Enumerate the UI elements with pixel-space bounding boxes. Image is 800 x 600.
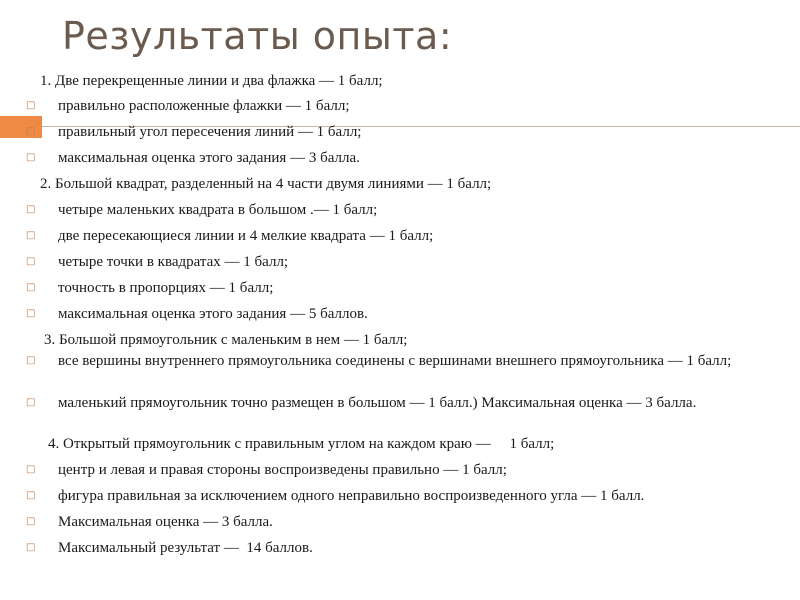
list-item: □ максимальная оценка этого задания — 3 балла. — [26, 150, 360, 166]
list-item: □ четыре точки в квадратах — 1 балл; — [26, 254, 289, 270]
square-bullet-icon: □ — [26, 490, 36, 501]
list-item: □ максимальная оценка этого задания — 5 баллов. — [26, 306, 368, 322]
list-item: □ правильный угол пересечения линий — 1 балл; — [26, 124, 362, 140]
list-item: □ Максимальный результат — 14 баллов. — [26, 540, 313, 556]
list-item: □ маленький прямоугольник точно размещен в большом — 1 балл.) Максимальная оценка — 3 балла. — [26, 395, 697, 411]
square-bullet-icon: □ — [26, 308, 36, 319]
square-bullet-icon: □ — [26, 397, 36, 408]
section-3-heading: 3. Большой прямоугольник с маленьким в нем — 1 балл; — [44, 332, 408, 348]
square-bullet-icon: □ — [26, 204, 36, 215]
square-bullet-icon: □ — [26, 282, 36, 293]
square-bullet-icon: □ — [26, 100, 36, 111]
list-item: □ четыре маленьких квадрата в большом .— 1 балл; — [26, 202, 378, 218]
square-bullet-icon: □ — [26, 256, 36, 267]
square-bullet-icon: □ — [26, 355, 36, 366]
list-item: □ Максимальная оценка — 3 балла. — [26, 514, 273, 530]
square-bullet-icon: □ — [26, 464, 36, 475]
list-item: □ центр и левая и правая стороны воспроизведены правильно — 1 балл; — [26, 462, 507, 478]
square-bullet-icon: □ — [26, 542, 36, 553]
square-bullet-icon: □ — [26, 516, 36, 527]
list-item: □ все вершины внутреннего прямоугольника соединены с вершинами внешнего прямоугольника — 1 балл; — [26, 353, 732, 369]
square-bullet-icon: □ — [26, 230, 36, 241]
slide-title: Результаты опыта: — [62, 14, 453, 58]
section-4-heading: 4. Открытый прямоугольник с правильным углом на каждом краю — 1 балл; — [48, 436, 555, 452]
list-item: □ две пересекающиеся линии и 4 мелкие квадрата — 1 балл; — [26, 228, 434, 244]
list-item: □ точность в пропорциях — 1 балл; — [26, 280, 274, 296]
square-bullet-icon: □ — [26, 126, 36, 137]
section-1-heading: 1. Две перекрещенные линии и два флажка — 1 балл; — [40, 73, 383, 89]
section-2-heading: 2. Большой квадрат, разделенный на 4 части двумя линиями — 1 балл; — [40, 176, 492, 192]
list-item: □ фигура правильная за исключением одного неправильно воспроизведенного угла — 1 балл. — [26, 488, 645, 504]
square-bullet-icon: □ — [26, 152, 36, 163]
list-item: □ правильно расположенные флажки — 1 балл; — [26, 98, 350, 114]
